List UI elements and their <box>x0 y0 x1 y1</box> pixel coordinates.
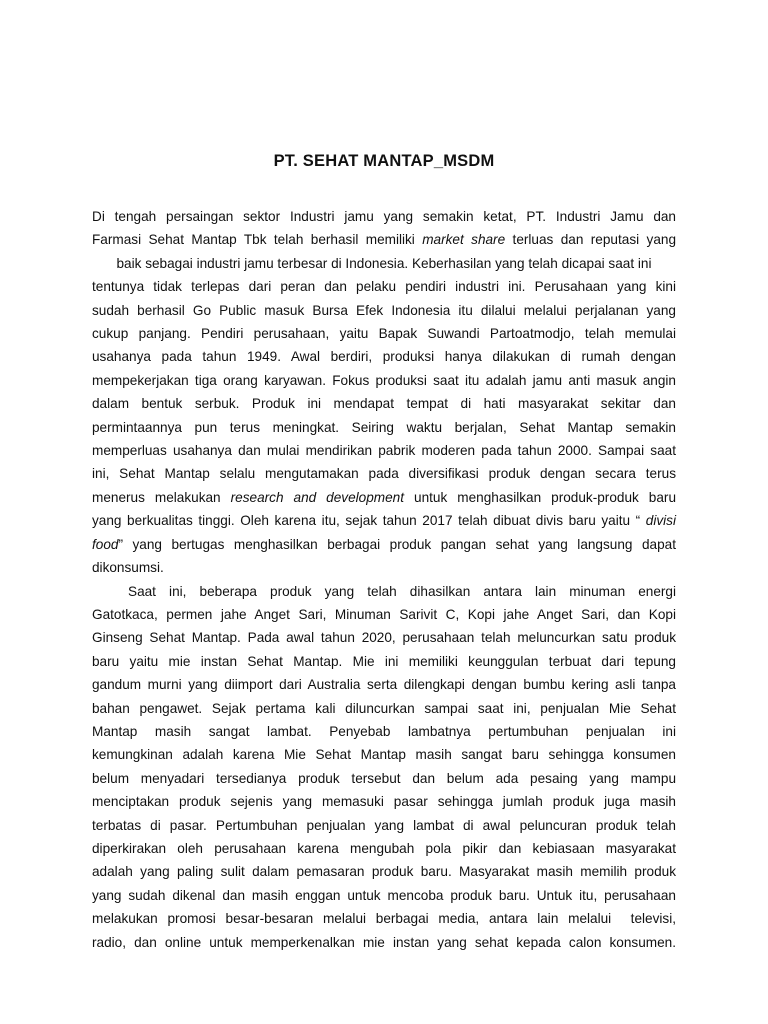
text-segment: menciptakan produk sejenis yang memasuki pasar sehingga jumlah produk juga masih <box>92 794 676 810</box>
text-line <box>92 486 676 509</box>
text-line <box>92 907 676 930</box>
document-title: PT. SEHAT MANTAP_MSDM <box>273 152 495 170</box>
text-segment: mempekerjakan tiga orang karyawan. Fokus produksi saat itu adalah jamu anti masuk angin <box>92 372 676 388</box>
text-line <box>92 626 676 649</box>
italic-text: food <box>92 536 119 552</box>
text-segment: dikonsumsi. <box>92 560 164 576</box>
text-segment: dalam bentuk serbuk. Produk ini mendapat tempat di hati masyarakat sekitar dan <box>92 396 676 412</box>
text-line <box>92 322 676 345</box>
text-segment: ini, Sehat Mantap selalu mengutamakan pada diversifikasi produk dengan secara terus <box>92 466 676 482</box>
text-segment: menerus melakukan <box>92 489 231 505</box>
text-segment: yang berkualitas tinggi. Oleh karena itu, sejak tahun 2017 telah dibuat divis baru yaitu “ <box>92 513 646 529</box>
text-line <box>92 931 676 954</box>
italic-text: divisi <box>645 513 676 529</box>
text-line <box>92 392 676 415</box>
text-segment: diperkirakan oleh perusahaan karena mengubah pola pikir dan kebiasaan masyarakat <box>92 840 676 856</box>
text-line <box>92 767 676 790</box>
text-segment: untuk menghasilkan produk-produk baru <box>404 489 677 505</box>
text-segment: Di tengah persaingan sektor Industri jamu yang semakin ketat, PT. Industri Jamu dan <box>92 209 676 224</box>
text-line <box>92 673 676 696</box>
text-segment: Mantap masih sangat lambat. Penyebab lambatnya pertumbuhan penjualan ini <box>92 723 676 739</box>
text-line <box>92 345 676 368</box>
text-line <box>92 205 676 228</box>
text-line <box>92 228 676 251</box>
text-segment: ” yang bertugas menghasilkan berbagai produk pangan sehat yang langsung dapat <box>118 536 676 552</box>
text-segment: Gatotkaca, permen jahe Anget Sari, Minuman Sarivit C, Kopi jahe Anget Sari, dan Kopi <box>92 606 676 622</box>
italic-text: market share <box>422 232 506 248</box>
text-segment: terbatas di pasar. Pertumbuhan penjualan yang lambat di awal peluncuran produk telah <box>92 817 676 833</box>
text-segment: baru yaitu mie instan Sehat Mantap. Mie ini memiliki keunggulan terbuat dari tepung <box>92 653 676 669</box>
text-line <box>92 275 676 298</box>
text-line <box>92 603 676 626</box>
text-line <box>92 884 676 907</box>
text-line <box>92 509 676 532</box>
document-page <box>92 150 676 954</box>
text-line <box>92 252 676 275</box>
text-segment: memperluas usahanya dan mulai mendirikan pabrik moderen pada tahun 2000. Sampai saat <box>92 443 676 459</box>
text-segment: permintaannya pun terus meningkat. Seiring waktu berjalan, Sehat Mantap semakin <box>92 419 676 435</box>
text-line <box>92 580 676 603</box>
text-line <box>92 650 676 673</box>
text-line <box>92 814 676 837</box>
text-segment: radio, dan online untuk memperkenalkan mie instan yang sehat kepada calon konsumen. <box>92 934 676 950</box>
paragraph <box>92 205 676 580</box>
text-segment: Saat ini, beberapa produk yang telah dihasilkan antara lain minuman energi <box>128 583 676 599</box>
text-segment: adalah yang paling sulit dalam pemasaran produk baru. Masyarakat masih memilih produk <box>92 864 676 880</box>
text-line <box>92 369 676 392</box>
text-line <box>92 720 676 743</box>
text-line <box>92 416 676 439</box>
text-line <box>92 860 676 883</box>
text-segment: yang sudah dikenal dan masih enggan untuk mencoba produk baru. Untuk itu, perusahaan <box>92 887 676 903</box>
text-line <box>92 299 676 322</box>
text-segment: sudah berhasil Go Public masuk Bursa Efek Indonesia itu dilalui melalui perjalanan yang <box>92 302 676 318</box>
document-body <box>92 205 676 954</box>
text-segment: melakukan promosi besar-besaran melalui berbagai media, antara lain melalui televisi, <box>92 911 676 927</box>
text-segment: kemungkinan adalah karena Mie Sehat Mantap masih sangat baru sehingga konsumen <box>92 747 676 763</box>
text-segment: baik sebagai industri jamu terbesar di Indonesia. Keberhasilan yang telah dicapai saat ini <box>116 255 652 271</box>
text-segment: bahan pengawet. Sejak pertama kali diluncurkan sampai saat ini, penjualan Mie Sehat <box>92 700 676 716</box>
text-line <box>92 743 676 766</box>
text-segment: tentunya tidak terlepas dari peran dan pelaku pendiri industri ini. Perusahaan yang kini <box>92 279 676 295</box>
text-line <box>92 556 676 579</box>
text-segment: usahanya pada tahun 1949. Awal berdiri, produksi hanya dilakukan di rumah dengan <box>92 349 676 365</box>
text-line <box>92 790 676 813</box>
text-segment: gandum murni yang diimport dari Australia serta dilengkapi dengan bumbu kering asli tanpa <box>92 677 676 693</box>
text-line <box>92 462 676 485</box>
text-line <box>92 439 676 462</box>
text-segment: terluas dan reputasi yang <box>505 232 677 248</box>
text-line <box>92 697 676 720</box>
text-segment: Ginseng Sehat Mantap. Pada awal tahun 2020, perusahaan telah meluncurkan satu produk <box>92 630 676 646</box>
text-segment: Farmasi Sehat Mantap Tbk telah berhasil memiliki <box>92 232 423 248</box>
text-line <box>92 837 676 860</box>
text-segment: belum menyadari tersedianya produk tersebut dan belum ada pesaing yang mampu <box>92 770 676 786</box>
paragraph <box>92 580 676 955</box>
italic-text: research and development <box>230 489 405 505</box>
text-line <box>92 533 676 556</box>
text-segment: cukup panjang. Pendiri perusahaan, yaitu Bapak Suwandi Partoatmodjo, telah memulai <box>92 326 676 342</box>
